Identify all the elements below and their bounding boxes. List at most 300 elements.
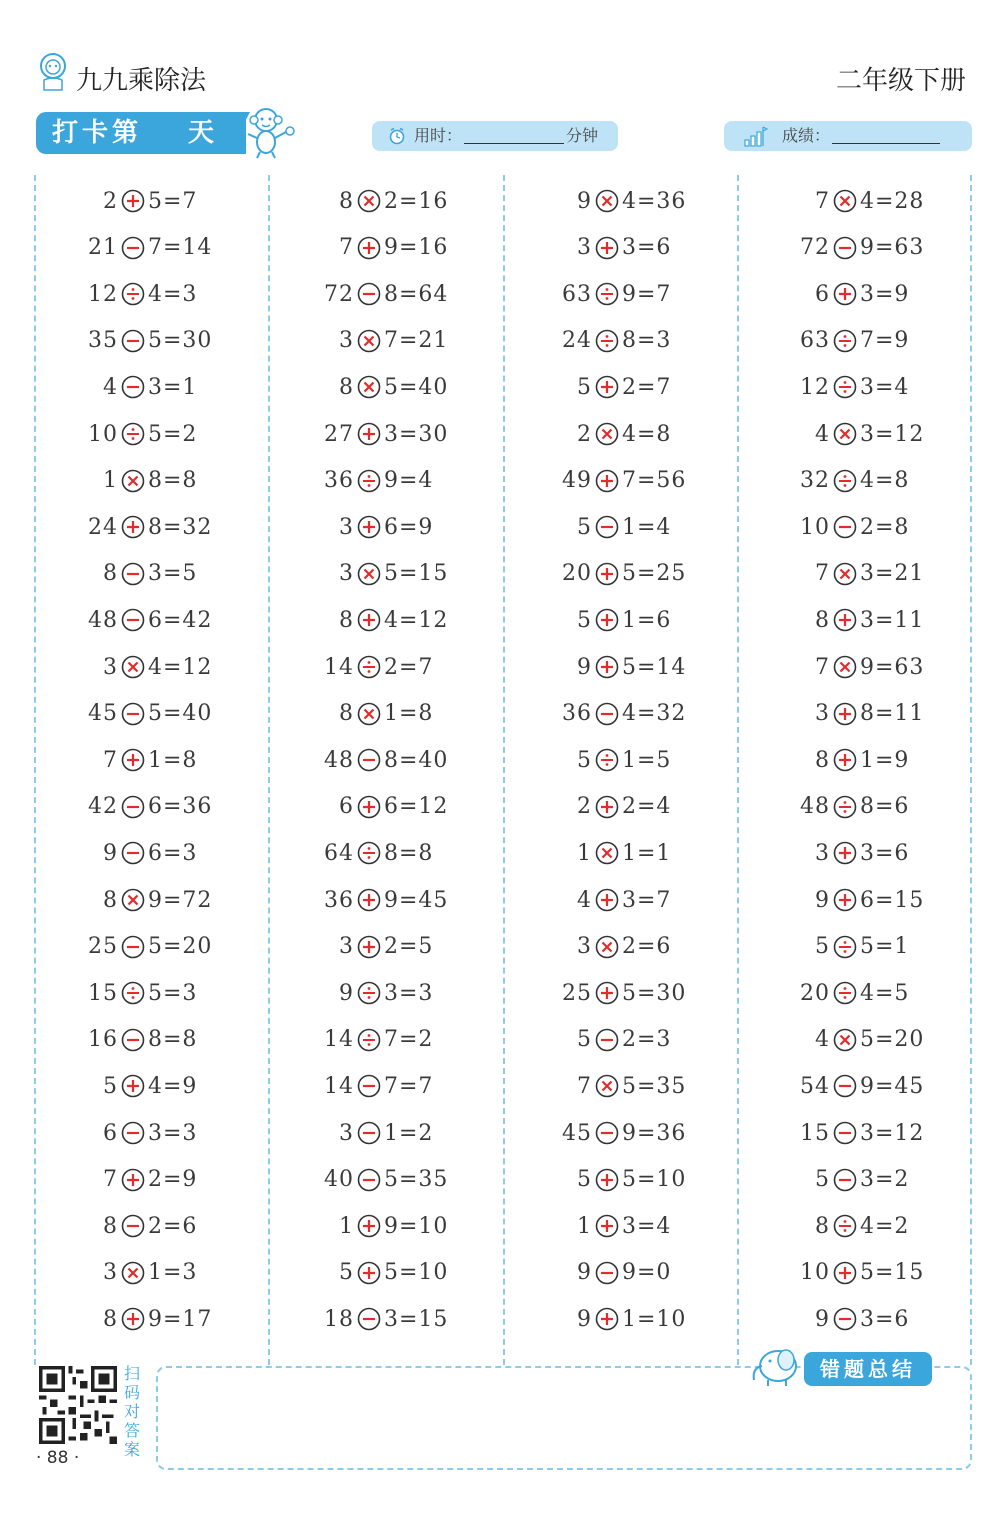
score-chart-icon <box>744 125 768 147</box>
operand-left: 15 <box>800 1120 830 1146</box>
operand-left: 7 <box>103 747 118 773</box>
equation-row <box>562 1118 686 1148</box>
operand-left: 5 <box>577 374 592 400</box>
operand-left: 7 <box>577 1073 592 1099</box>
times-circle-icon[interactable] <box>833 422 857 446</box>
divide-circle-icon[interactable] <box>833 329 857 353</box>
operand-left: 5 <box>577 1167 592 1193</box>
operand-right-result: 5=15 <box>384 561 449 587</box>
plus-circle-icon[interactable] <box>121 748 145 772</box>
operand-left: 48 <box>800 794 830 820</box>
equation-row <box>88 466 197 496</box>
operand-left: 14 <box>324 654 354 680</box>
time-blank[interactable] <box>464 143 564 144</box>
operand-right-result: 4=9 <box>148 1073 198 1099</box>
operand-left: 16 <box>88 1027 118 1053</box>
operand-left: 9 <box>103 840 118 866</box>
operand-right-result: 3=6 <box>860 1306 910 1332</box>
operand-right-result: 4=5 <box>860 980 910 1006</box>
equation-row <box>88 885 212 915</box>
score-label: 成绩： <box>782 126 831 145</box>
operand-left: 8 <box>103 887 118 913</box>
equation-row <box>324 466 433 496</box>
minus-circle-icon[interactable] <box>121 236 145 260</box>
plus-circle-icon[interactable] <box>595 562 619 586</box>
divide-circle-icon[interactable] <box>833 981 857 1005</box>
times-circle-icon[interactable] <box>357 189 381 213</box>
scan-for-answers-label: 扫码对答案 <box>124 1364 141 1459</box>
operand-right-result: 1=4 <box>622 514 672 540</box>
plus-circle-icon[interactable] <box>357 608 381 632</box>
plus-circle-icon[interactable] <box>595 795 619 819</box>
plus-circle-icon[interactable] <box>357 236 381 260</box>
equation-row <box>800 512 909 542</box>
plus-circle-icon[interactable] <box>357 515 381 539</box>
equation-row <box>562 326 671 356</box>
minus-circle-icon[interactable] <box>833 1168 857 1192</box>
equation-row <box>562 745 671 775</box>
operand-right-result: 5=15 <box>860 1260 925 1286</box>
operand-right-result: 7=9 <box>860 328 910 354</box>
minus-circle-icon[interactable] <box>121 608 145 632</box>
operand-left: 4 <box>815 1027 830 1053</box>
operand-left: 3 <box>339 328 354 354</box>
equation-row <box>88 1118 197 1148</box>
minus-circle-icon[interactable] <box>121 562 145 586</box>
operand-right-result: 8=8 <box>148 1027 198 1053</box>
operand-left: 5 <box>103 1073 118 1099</box>
equation-row <box>88 652 212 682</box>
divide-circle-icon[interactable] <box>833 1214 857 1238</box>
equation-row <box>562 279 671 309</box>
divide-circle-icon[interactable] <box>121 981 145 1005</box>
operand-left: 2 <box>103 188 118 214</box>
operand-right-result: 2=4 <box>622 794 672 820</box>
divide-circle-icon[interactable] <box>833 469 857 493</box>
operand-right-result: 9=17 <box>148 1306 213 1332</box>
times-circle-icon[interactable] <box>595 841 619 865</box>
equation-row <box>800 1071 924 1101</box>
equation-row <box>562 1165 686 1195</box>
times-circle-icon[interactable] <box>357 702 381 726</box>
operand-right-result: 1=3 <box>148 1260 198 1286</box>
equation-row <box>800 186 924 216</box>
operand-right-result: 4=28 <box>860 188 925 214</box>
operand-left: 14 <box>324 1073 354 1099</box>
plus-circle-icon[interactable] <box>595 655 619 679</box>
operand-left: 1 <box>577 1213 592 1239</box>
equation-row <box>324 1025 433 1055</box>
plus-circle-icon[interactable] <box>121 1074 145 1098</box>
operand-left: 20 <box>800 980 830 1006</box>
minus-circle-icon[interactable] <box>121 1028 145 1052</box>
divide-circle-icon[interactable] <box>595 748 619 772</box>
mistake-summary-tag: 错题总结 <box>804 1352 932 1386</box>
minus-circle-icon[interactable] <box>833 1074 857 1098</box>
operand-left: 9 <box>577 1306 592 1332</box>
times-circle-icon[interactable] <box>595 935 619 959</box>
operand-left: 8 <box>815 607 830 633</box>
minus-circle-icon[interactable] <box>595 515 619 539</box>
operand-left: 8 <box>339 188 354 214</box>
banner-day-text: 天 <box>188 118 215 148</box>
time-unit: 分钟 <box>566 126 599 145</box>
operand-left: 45 <box>562 1120 592 1146</box>
operand-left: 8 <box>339 701 354 727</box>
times-circle-icon[interactable] <box>595 1074 619 1098</box>
operand-right-result: 3=6 <box>622 235 672 261</box>
lion-mascot-icon <box>36 52 70 92</box>
minus-circle-icon[interactable] <box>357 1168 381 1192</box>
operand-left: 7 <box>339 235 354 261</box>
equation-row <box>88 605 212 635</box>
plus-circle-icon[interactable] <box>357 888 381 912</box>
operand-right-result: 5=40 <box>384 374 449 400</box>
operand-left: 18 <box>324 1306 354 1332</box>
times-circle-icon[interactable] <box>833 655 857 679</box>
times-circle-icon[interactable] <box>357 562 381 586</box>
equation-row <box>324 233 448 263</box>
operand-right-result: 5=35 <box>622 1073 687 1099</box>
minus-circle-icon[interactable] <box>121 375 145 399</box>
operand-right-result: 2=7 <box>622 374 672 400</box>
operand-right-result: 3=3 <box>384 980 434 1006</box>
operand-left: 2 <box>577 794 592 820</box>
divide-circle-icon[interactable] <box>357 841 381 865</box>
operand-right-result: 7=14 <box>148 235 213 261</box>
equation-row <box>88 978 197 1008</box>
plus-circle-icon[interactable] <box>595 1168 619 1192</box>
times-circle-icon[interactable] <box>357 329 381 353</box>
plus-circle-icon[interactable] <box>357 935 381 959</box>
checkin-banner <box>36 112 246 154</box>
times-circle-icon[interactable] <box>595 422 619 446</box>
times-circle-icon[interactable] <box>121 655 145 679</box>
operand-right-result: 3=30 <box>384 421 449 447</box>
operand-right-result: 3=15 <box>384 1306 449 1332</box>
operand-right-result: 9=10 <box>384 1213 449 1239</box>
equation-row <box>88 699 212 729</box>
minus-circle-icon[interactable] <box>595 702 619 726</box>
plus-circle-icon[interactable] <box>121 189 145 213</box>
operand-left: 6 <box>103 1120 118 1146</box>
minus-circle-icon[interactable] <box>833 1121 857 1145</box>
time-field[interactable] <box>372 121 618 151</box>
operand-right-result: 3=6 <box>860 840 910 866</box>
operand-left: 42 <box>88 794 118 820</box>
divide-circle-icon[interactable] <box>833 935 857 959</box>
operand-left: 3 <box>339 1120 354 1146</box>
equation-row <box>562 885 671 915</box>
times-circle-icon[interactable] <box>357 375 381 399</box>
plus-circle-icon[interactable] <box>833 1261 857 1285</box>
operand-left: 4 <box>577 887 592 913</box>
operand-left: 1 <box>577 840 592 866</box>
operand-left: 6 <box>339 794 354 820</box>
divide-circle-icon[interactable] <box>357 469 381 493</box>
equation-row <box>324 652 433 682</box>
operand-left: 9 <box>339 980 354 1006</box>
operand-left: 36 <box>324 468 354 494</box>
equation-row <box>562 559 686 589</box>
operand-left: 24 <box>562 328 592 354</box>
operand-right-result: 6=36 <box>148 794 213 820</box>
times-circle-icon[interactable] <box>833 1028 857 1052</box>
plus-circle-icon[interactable] <box>595 469 619 493</box>
plus-circle-icon[interactable] <box>357 422 381 446</box>
operand-right-result: 6=9 <box>384 514 434 540</box>
plus-circle-icon[interactable] <box>121 1168 145 1192</box>
operand-left: 5 <box>815 934 830 960</box>
operand-left: 72 <box>800 235 830 261</box>
operand-right-result: 8=32 <box>148 514 213 540</box>
operand-right-result: 5=7 <box>148 188 198 214</box>
equation-row <box>324 1258 448 1288</box>
plus-circle-icon[interactable] <box>833 608 857 632</box>
operand-left: 10 <box>800 1260 830 1286</box>
operand-right-result: 2=7 <box>384 654 434 680</box>
equation-row <box>800 652 924 682</box>
plus-circle-icon[interactable] <box>595 888 619 912</box>
times-circle-icon[interactable] <box>121 469 145 493</box>
equation-row <box>88 1258 197 1288</box>
operand-left: 10 <box>88 421 118 447</box>
operand-right-result: 8=6 <box>860 794 910 820</box>
operand-right-result: 9=45 <box>860 1073 925 1099</box>
minus-circle-icon[interactable] <box>121 841 145 865</box>
operand-left: 6 <box>815 281 830 307</box>
operand-right-result: 3=3 <box>148 1120 198 1146</box>
operand-right-result: 3=9 <box>860 281 910 307</box>
equation-row <box>800 792 909 822</box>
plus-circle-icon[interactable] <box>121 1307 145 1331</box>
operand-right-result: 1=8 <box>384 701 434 727</box>
minus-circle-icon[interactable] <box>357 748 381 772</box>
operand-right-result: 3=4 <box>860 374 910 400</box>
divide-circle-icon[interactable] <box>357 655 381 679</box>
equation-row <box>800 1258 924 1288</box>
operand-right-result: 1=10 <box>622 1306 687 1332</box>
clock-icon <box>388 127 406 145</box>
minus-circle-icon[interactable] <box>833 515 857 539</box>
operand-left: 3 <box>577 934 592 960</box>
minus-circle-icon[interactable] <box>833 236 857 260</box>
operand-right-result: 5=25 <box>622 561 687 587</box>
plus-circle-icon[interactable] <box>595 236 619 260</box>
minus-circle-icon[interactable] <box>595 1121 619 1145</box>
plus-circle-icon[interactable] <box>595 981 619 1005</box>
operand-left: 25 <box>88 934 118 960</box>
operand-right-result: 4=12 <box>148 654 213 680</box>
operand-right-result: 1=9 <box>860 747 910 773</box>
operand-right-result: 8=8 <box>148 468 198 494</box>
equation-row <box>88 233 212 263</box>
operand-left: 3 <box>339 561 354 587</box>
equation-row <box>562 978 686 1008</box>
equation-row <box>324 1071 433 1101</box>
operand-left: 14 <box>324 1027 354 1053</box>
operand-right-result: 8=64 <box>384 281 449 307</box>
equation-row <box>800 419 924 449</box>
equation-row <box>324 792 448 822</box>
operand-right-result: 5=10 <box>384 1260 449 1286</box>
operand-left: 24 <box>88 514 118 540</box>
operand-left: 49 <box>562 468 592 494</box>
plus-circle-icon[interactable] <box>833 841 857 865</box>
times-circle-icon[interactable] <box>833 189 857 213</box>
times-circle-icon[interactable] <box>121 1261 145 1285</box>
equation-row <box>562 932 671 962</box>
operand-right-result: 4=12 <box>384 607 449 633</box>
banner-left-text: 打卡第 <box>52 118 143 148</box>
operand-right-result: 5=3 <box>148 980 198 1006</box>
operand-left: 8 <box>815 747 830 773</box>
times-circle-icon[interactable] <box>595 189 619 213</box>
operand-right-result: 3=5 <box>148 561 198 587</box>
divide-circle-icon[interactable] <box>357 1028 381 1052</box>
equation-row <box>562 1025 671 1055</box>
operand-left: 5 <box>577 514 592 540</box>
operand-right-result: 3=12 <box>860 1120 925 1146</box>
equation-row <box>800 1025 924 1055</box>
minus-circle-icon[interactable] <box>595 1028 619 1052</box>
page-number: · 88 · <box>36 1448 80 1468</box>
plus-circle-icon[interactable] <box>833 702 857 726</box>
operand-left: 1 <box>103 468 118 494</box>
minus-circle-icon[interactable] <box>833 1307 857 1331</box>
equation-row <box>324 932 433 962</box>
equation-row <box>324 186 448 216</box>
operand-left: 25 <box>562 980 592 1006</box>
equation-row <box>324 605 448 635</box>
equation-row <box>800 885 924 915</box>
operand-left: 3 <box>103 1260 118 1286</box>
operand-left: 8 <box>103 1306 118 1332</box>
equation-row <box>800 699 924 729</box>
divide-circle-icon[interactable] <box>833 375 857 399</box>
minus-circle-icon[interactable] <box>121 702 145 726</box>
operand-left: 5 <box>339 1260 354 1286</box>
minus-circle-icon[interactable] <box>357 1121 381 1145</box>
operand-right-result: 7=2 <box>384 1027 434 1053</box>
equation-row <box>800 978 909 1008</box>
operand-right-result: 5=14 <box>622 654 687 680</box>
operand-left: 45 <box>88 701 118 727</box>
operand-right-result: 1=8 <box>148 747 198 773</box>
operand-right-result: 5=40 <box>148 701 213 727</box>
minus-circle-icon[interactable] <box>121 795 145 819</box>
times-circle-icon[interactable] <box>833 562 857 586</box>
operand-right-result: 5=10 <box>622 1167 687 1193</box>
plus-circle-icon[interactable] <box>595 1307 619 1331</box>
operand-left: 21 <box>88 235 118 261</box>
plus-circle-icon[interactable] <box>595 608 619 632</box>
operand-right-result: 9=16 <box>384 235 449 261</box>
equation-row <box>562 1211 671 1241</box>
minus-circle-icon[interactable] <box>357 282 381 306</box>
equation-row <box>324 512 433 542</box>
plus-circle-icon[interactable] <box>357 795 381 819</box>
plus-circle-icon[interactable] <box>121 515 145 539</box>
operand-right-result: 3=7 <box>622 887 672 913</box>
operand-left: 7 <box>103 1167 118 1193</box>
minus-circle-icon[interactable] <box>121 935 145 959</box>
equation-row <box>88 419 197 449</box>
equation-row <box>800 559 924 589</box>
equation-row <box>562 466 686 496</box>
plus-circle-icon[interactable] <box>357 1214 381 1238</box>
plus-circle-icon[interactable] <box>357 1261 381 1285</box>
operand-right-result: 3=11 <box>860 607 925 633</box>
equation-row <box>88 745 197 775</box>
minus-circle-icon[interactable] <box>121 329 145 353</box>
divide-circle-icon[interactable] <box>833 795 857 819</box>
operand-right-result: 5=30 <box>148 328 213 354</box>
minus-circle-icon[interactable] <box>595 1261 619 1285</box>
qr-code[interactable] <box>36 1366 120 1444</box>
operand-right-result: 8=8 <box>384 840 434 866</box>
operand-left: 8 <box>103 561 118 587</box>
divide-circle-icon[interactable] <box>121 282 145 306</box>
operand-left: 9 <box>815 1306 830 1332</box>
equation-row <box>324 559 448 589</box>
divide-circle-icon[interactable] <box>357 981 381 1005</box>
equation-row <box>88 932 212 962</box>
operand-left: 63 <box>562 281 592 307</box>
operand-left: 35 <box>88 328 118 354</box>
plus-circle-icon[interactable] <box>595 375 619 399</box>
divide-circle-icon[interactable] <box>121 422 145 446</box>
operand-right-result: 6=42 <box>148 607 213 633</box>
score-blank[interactable] <box>832 143 940 144</box>
plus-circle-icon[interactable] <box>595 1214 619 1238</box>
times-circle-icon[interactable] <box>121 888 145 912</box>
operand-right-result: 2=8 <box>860 514 910 540</box>
operand-right-result: 1=1 <box>622 840 672 866</box>
operand-left: 7 <box>815 561 830 587</box>
column-divider-2 <box>503 175 505 1365</box>
operand-right-result: 9=7 <box>622 281 672 307</box>
equation-row <box>562 1258 671 1288</box>
minus-circle-icon[interactable] <box>121 1214 145 1238</box>
operand-left: 8 <box>103 1213 118 1239</box>
equation-row <box>88 186 197 216</box>
divide-circle-icon[interactable] <box>595 282 619 306</box>
operand-left: 9 <box>577 1260 592 1286</box>
operand-left: 5 <box>577 747 592 773</box>
operand-right-result: 2=3 <box>622 1027 672 1053</box>
equation-row <box>324 1211 448 1241</box>
operand-right-result: 6=15 <box>860 887 925 913</box>
plus-circle-icon[interactable] <box>833 888 857 912</box>
minus-circle-icon[interactable] <box>357 1074 381 1098</box>
plus-circle-icon[interactable] <box>833 282 857 306</box>
equation-row <box>88 1165 197 1195</box>
elephant-mascot-icon <box>748 1344 808 1388</box>
minus-circle-icon[interactable] <box>357 1307 381 1331</box>
equation-row <box>88 372 197 402</box>
operand-right-result: 3=1 <box>148 374 198 400</box>
equation-row <box>324 699 433 729</box>
operand-left: 3 <box>339 514 354 540</box>
score-field[interactable] <box>724 121 972 151</box>
operand-left: 20 <box>562 561 592 587</box>
minus-circle-icon[interactable] <box>121 1121 145 1145</box>
divide-circle-icon[interactable] <box>595 329 619 353</box>
equation-row <box>800 745 909 775</box>
operand-right-result: 4=36 <box>622 188 687 214</box>
plus-circle-icon[interactable] <box>833 748 857 772</box>
